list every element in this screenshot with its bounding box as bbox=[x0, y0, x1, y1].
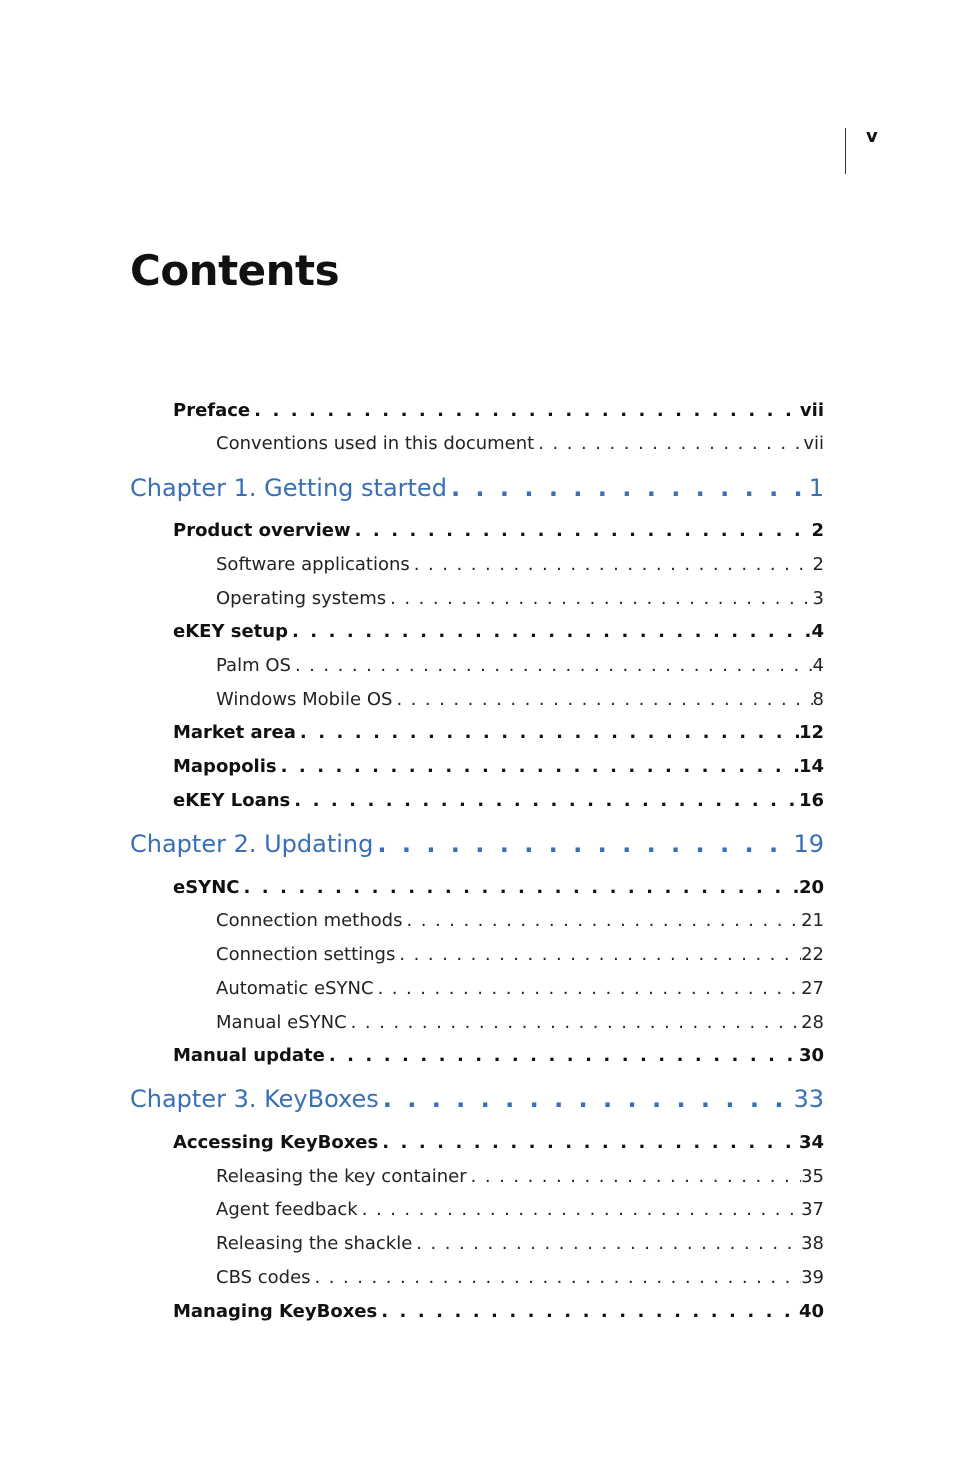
toc-page: 4 bbox=[811, 621, 824, 642]
toc-page: 37 bbox=[801, 1199, 824, 1220]
leader-dots bbox=[395, 944, 801, 965]
toc-label: Mapopolis bbox=[173, 756, 277, 777]
leader-dots bbox=[534, 433, 803, 454]
leader-dots bbox=[467, 1166, 802, 1187]
leader-dots bbox=[311, 1267, 802, 1288]
toc-page: 39 bbox=[801, 1267, 824, 1288]
toc-page: 27 bbox=[801, 978, 824, 999]
toc-label: Conventions used in this document bbox=[216, 433, 535, 454]
page-number: v bbox=[866, 126, 878, 147]
toc-page: 28 bbox=[801, 1012, 824, 1033]
toc-entry-palm-os[interactable] bbox=[216, 655, 824, 676]
toc-label: Preface bbox=[173, 400, 251, 421]
leader-dots bbox=[377, 1301, 799, 1322]
toc-chapter-2[interactable] bbox=[130, 830, 824, 858]
leader-dots bbox=[277, 756, 799, 777]
leader-dots bbox=[373, 830, 793, 858]
toc-entry-connection-settings[interactable] bbox=[216, 944, 824, 965]
toc-chapter-1[interactable] bbox=[130, 474, 824, 502]
leader-dots bbox=[378, 1132, 799, 1153]
toc-entry-agent-feedback[interactable] bbox=[216, 1199, 824, 1220]
toc-entry-connection-methods[interactable] bbox=[216, 910, 824, 931]
toc-page: 2 bbox=[811, 520, 824, 541]
toc-page: 34 bbox=[798, 1132, 824, 1153]
leader-dots bbox=[291, 655, 813, 676]
toc-page: 20 bbox=[798, 877, 824, 898]
toc-label: Operating systems bbox=[216, 588, 387, 609]
leader-dots bbox=[325, 1045, 799, 1066]
toc-page: 33 bbox=[793, 1085, 824, 1113]
toc-page: 21 bbox=[801, 910, 824, 931]
leader-dots bbox=[402, 910, 801, 931]
toc-page: 1 bbox=[808, 474, 824, 502]
toc-label: Automatic eSYNC bbox=[216, 978, 374, 999]
leader-dots bbox=[386, 588, 812, 609]
leader-dots bbox=[347, 1012, 801, 1033]
toc-entry-managing-keyboxes[interactable] bbox=[173, 1301, 824, 1322]
leader-dots bbox=[379, 1085, 794, 1113]
toc-entry-releasing-shackle[interactable] bbox=[216, 1233, 824, 1254]
leader-dots bbox=[410, 554, 813, 575]
leader-dots bbox=[290, 790, 799, 811]
toc-entry-manual-esync[interactable] bbox=[216, 1012, 824, 1033]
leader-dots bbox=[447, 474, 809, 502]
toc-page: 38 bbox=[801, 1233, 824, 1254]
leader-dots bbox=[358, 1199, 801, 1220]
leader-dots bbox=[250, 400, 800, 421]
toc-label: Palm OS bbox=[216, 655, 291, 676]
toc-label: Accessing KeyBoxes bbox=[173, 1132, 379, 1153]
toc-page: 12 bbox=[798, 722, 824, 743]
toc-entry-ekey-loans[interactable] bbox=[173, 790, 824, 811]
toc-label: Product overview bbox=[173, 520, 351, 541]
toc-entry-ekey-setup[interactable] bbox=[173, 621, 824, 642]
toc-label: eSYNC bbox=[173, 877, 240, 898]
toc-page: 3 bbox=[812, 588, 824, 609]
toc-label: Windows Mobile OS bbox=[216, 689, 393, 710]
toc-entry-releasing-key-container[interactable] bbox=[216, 1166, 824, 1187]
toc-label: Chapter 3. KeyBoxes bbox=[130, 1085, 379, 1113]
toc-label: Releasing the shackle bbox=[216, 1233, 413, 1254]
toc-entry-automatic-esync[interactable] bbox=[216, 978, 824, 999]
toc-entry-windows-mobile-os[interactable] bbox=[216, 689, 824, 710]
toc-page: 35 bbox=[801, 1166, 824, 1187]
leader-dots bbox=[374, 978, 802, 999]
toc-chapter-3[interactable] bbox=[130, 1085, 824, 1113]
page-title: Contents bbox=[130, 246, 340, 295]
toc-label: CBS codes bbox=[216, 1267, 311, 1288]
toc-page: 16 bbox=[798, 790, 824, 811]
toc-page: 4 bbox=[812, 655, 824, 676]
toc-label: Manual eSYNC bbox=[216, 1012, 347, 1033]
toc-entry-cbs-codes[interactable] bbox=[216, 1267, 824, 1288]
toc-page: 22 bbox=[801, 944, 824, 965]
toc-label: Chapter 1. Getting started bbox=[130, 474, 447, 502]
toc-label: Connection settings bbox=[216, 944, 396, 965]
toc-entry-preface[interactable] bbox=[173, 400, 824, 421]
toc-page: 14 bbox=[798, 756, 824, 777]
toc-entry-market-area[interactable] bbox=[173, 722, 824, 743]
toc-entry-esync[interactable] bbox=[173, 877, 824, 898]
leader-dots bbox=[296, 722, 799, 743]
toc-entry-manual-update[interactable] bbox=[173, 1045, 824, 1066]
leader-dots bbox=[288, 621, 811, 642]
toc-label: Agent feedback bbox=[216, 1199, 358, 1220]
toc-page: 40 bbox=[798, 1301, 824, 1322]
leader-dots bbox=[392, 689, 812, 710]
toc-page: 2 bbox=[812, 554, 824, 575]
toc-entry-conventions[interactable] bbox=[216, 433, 824, 454]
toc-label: Market area bbox=[173, 722, 296, 743]
leader-dots bbox=[351, 520, 812, 541]
toc-entry-mapopolis[interactable] bbox=[173, 756, 824, 777]
toc-page: vii bbox=[803, 433, 824, 454]
toc-page: 19 bbox=[793, 830, 824, 858]
leader-dots bbox=[239, 877, 798, 898]
toc-label: Software applications bbox=[216, 554, 410, 575]
toc-label: Chapter 2. Updating bbox=[130, 830, 374, 858]
toc-label: eKEY Loans bbox=[173, 790, 291, 811]
toc-label: Managing KeyBoxes bbox=[173, 1301, 378, 1322]
toc-entry-accessing-keyboxes[interactable] bbox=[173, 1132, 824, 1153]
toc-entry-product-overview[interactable] bbox=[173, 520, 824, 541]
toc-label: eKEY setup bbox=[173, 621, 288, 642]
toc-entry-operating-systems[interactable] bbox=[216, 588, 824, 609]
toc-page: vii bbox=[799, 400, 824, 421]
toc-label: Releasing the key container bbox=[216, 1166, 467, 1187]
leader-dots bbox=[412, 1233, 801, 1254]
toc-page: 8 bbox=[812, 689, 824, 710]
toc-entry-software-applications[interactable] bbox=[216, 554, 824, 575]
toc-page: 30 bbox=[798, 1045, 824, 1066]
toc-label: Manual update bbox=[173, 1045, 325, 1066]
toc-label: Connection methods bbox=[216, 910, 403, 931]
